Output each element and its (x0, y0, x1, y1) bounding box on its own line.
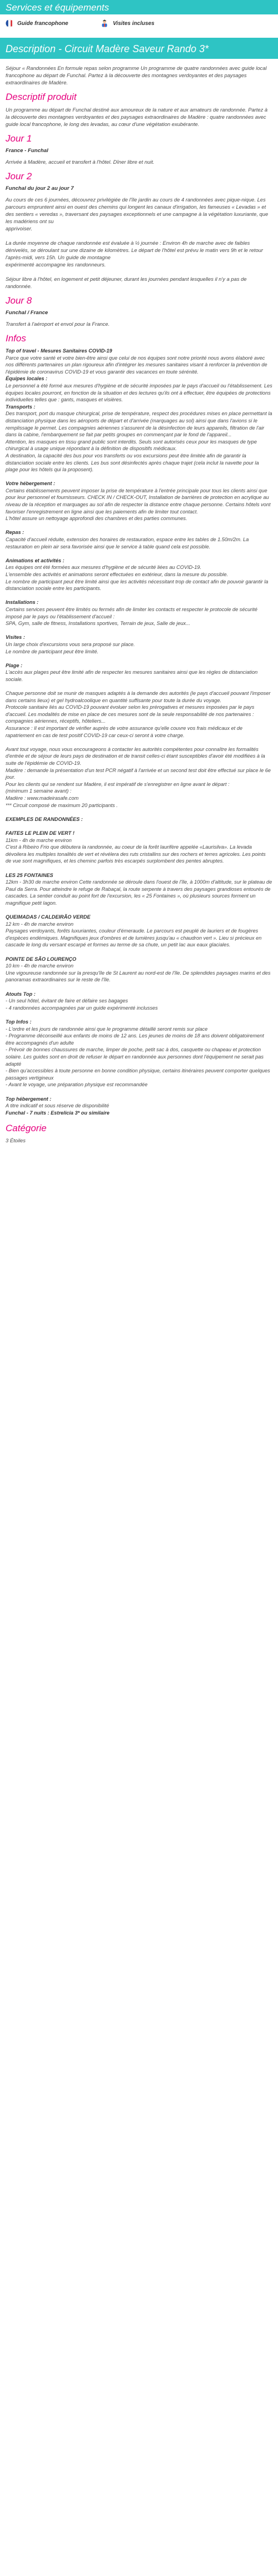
description-banner (0, 38, 278, 59)
info-spacer (6, 1088, 272, 1096)
visitor-icon (100, 19, 109, 28)
day-title: Jour 2 (6, 171, 32, 182)
day-title: Jour 1 (6, 133, 32, 144)
info-spacer (6, 550, 272, 557)
info-spacer (6, 907, 272, 914)
info-line: Madère : www.madeirasafe.com (6, 795, 79, 801)
info-heading: Équipes locales : (6, 376, 48, 382)
services-banner (0, 0, 278, 14)
page (0, 0, 278, 1143)
day-2 (6, 171, 272, 290)
info-heading: EXEMPLES DE RANDONNÉES : (6, 816, 83, 822)
info-line: *** Circuit composé de maximum 20 participants . (6, 802, 118, 808)
info-line: SPA, Gym, salle de fitness, Installations sportives, Terrain de jeux, Salle de jeux... (6, 621, 190, 627)
info-line: - Bien qu'accessibles à toute personne en bonne condition physique, certains itinéraires peuvent comporter quelques passages vertigineux (6, 1068, 270, 1081)
info-heading: Plage : (6, 662, 23, 668)
day-text: Au cours de ces 6 journées, découvrez privilégiée de l'île jardin au cours de 4 randonnées avec pique-nique. Les parcours empruntent ainsi en ouest des chemins qui longent les canaux d'irrigation, les fameuses « Levadas » et des sentiers « veredas », traversant des paysages exceptionnels et une campagne à la végétation luxuriante, que les madériens ont su apprivoiser. La durée moyenne de chaque randonnée est évaluée à ½ journée : Environ 4h de marche avec de faibles dénivelés, se déroulant sur une dizaine de kilomètres. Le départ de l'hôtel est prévu le matin vers 9h et le retour l'après-midi, vers 15h. Un guide de montagne expérimenté accompagne les randonneurs. Séjour libre à l'hôtel, en logement et petit déjeuner, durant les journées pendant lesquelles il n'y a pas de randonnée. (6, 196, 269, 289)
info-line: Attention, les masques en tissu grand public sont interdits. Seuls sont autorisés ceux pour les masques de type chirurgical à usage unique répondant à la définition de dispositifs médicaux. (6, 438, 257, 452)
info-line: A destination, la capacité des bus pour vos transferts ou vos excursions peut être limitée afin de garantir la distanciation sociale entre les clients. Les bus sont désinfectés après chaque trajet (cela inclut la navette pour la plage pour les hôtels qui la proposent). (6, 452, 259, 473)
info-heading: LES 25 FONTAINES (6, 872, 53, 878)
services-row (0, 14, 278, 34)
info-heading: Votre hébergement : (6, 481, 55, 487)
category-value: 3 Étoiles (6, 1137, 26, 1144)
info-heading: Animations et activités : (6, 557, 64, 563)
info-line: Parce que votre santé et votre bien-être ainsi que celui de nos équipes sont notre priorité nous avons élaboré avec nos différents partenaires un plan rigoureux afin d'intégrer les mesures sanitaires visant à renforcer la prévention de l'épidémie de coronavirus COVID-19 et vous garantir des vacances en toute sérénité. (6, 355, 267, 375)
info-line: - Avant le voyage, une préparation physique est recommandée (6, 1082, 148, 1088)
day-subtitle: France - Funchal (6, 148, 48, 154)
info-heading: Visites : (6, 634, 25, 641)
info-heading: POINTE DE SÃO LOURENÇO (6, 956, 77, 962)
info-line: 12 km - 4h de marche environ (6, 921, 74, 927)
visits-service (100, 19, 192, 28)
info-heading: Funchal - 7 nuits : Estrelicia 3* ou similaire (6, 1110, 110, 1116)
info-line: - L'ordre et les jours de randonnée ainsi que le programme détaillé seront remis sur place (6, 1026, 208, 1032)
info-line: Assurance : Il est important de vérifier auprès de votre assurance qu'elle couvre vos frais médicaux et de rapatriement en cas de test positif COVID-19 car ceux-ci seront à votre charge. (6, 725, 243, 738)
info-spacer (6, 823, 272, 830)
description-intro: Séjour « Randonnées En formule repas selon programme Un programme de quatre randonnées avec guide local francophone au départ de Funchal. Partez à la découverte des montagnes verdoyantes et des paysages extraordinaires de Madère. (6, 65, 267, 85)
day-1 (6, 133, 272, 165)
info-spacer (6, 592, 272, 599)
info-line: - 4 randonnées accompagnées par un guide expérimenté inclusses (6, 1005, 158, 1011)
day-8 (6, 295, 272, 327)
info-heading: QUEIMADAS / CALDEIRÃO VERDE (6, 914, 91, 920)
info-spacer (6, 984, 272, 991)
info-line: Le nombre de participant peut être limité ainsi que les activités nécessitant trop de contact afin de pouvoir garantir la distanciation sociale entre les participants. (6, 578, 269, 592)
info-line: Certains établissements peuvent imposer la prise de température à l'entrée principale pour tous les clients ainsi que pour leur personnel et fournisseurs. CHECK IN / CHECK-OUT, Installation de barrières de protection en acrylique au niveau de la réception et marquages au sol afin de respecter la distance entre chaque personne. Certains hôtels vont favoriser l'enregistrement en ligne ainsi que les paiements afin de limiter tout contact. (6, 487, 271, 515)
day-text: Transfert à l'aéroport et envol pour la France. (6, 321, 110, 327)
flag-icon (6, 19, 13, 27)
info-line: - Un seul hôtel, évitant de faire et défaire ses bagages (6, 998, 128, 1004)
info-line: Un large choix d'excursions vous sera proposé sur place. (6, 641, 135, 647)
guide-label: Guide francophone (17, 20, 68, 27)
info-line: Capacité d'accueil réduite, extension des horaires de restauration, espace entre les tables de 1.50m/2m. La restauration en plein air sera favorisée ainsi que le service à table quand cela est possible. (6, 537, 249, 550)
info-line: Le personnel a été formé aux mesures d'hygiène et de sécurité imposées par le pays d'accueil ou l'établissement. Les équipes locales pourront, en fonction de la situation et des lectures qu'ils ont à effectuer, être équipées de protections individuelles telles que : gants, masques et visières. (6, 382, 272, 403)
info-line: Les équipes ont été formées aux mesures d'hygiène et de sécurité liées au COVID-19. (6, 564, 202, 571)
info-line: 11km - 4h de marche environ (6, 837, 72, 843)
category-title: Catégorie (6, 1123, 47, 1134)
info-heading: FAITES LE PLEIN DE VERT ! (6, 830, 75, 836)
info-line: Paysages verdoyants, forêts luxuriantes, couleur d'émeraude. Le parcours est peuplé de lauriers et de fougères d'espèces endémiques. Magnifiques jeux d'ombres et de lumières jusqu'au « chaudron vert ». Lieu si précieux en cascade le long du versant escarpé et formes au terme de sa chute, un petit lac aux eaux glaciales. (6, 928, 262, 948)
infos-block (6, 347, 272, 1116)
info-heading: Top hébergement : (6, 1096, 52, 1102)
info-spacer (6, 949, 272, 956)
info-spacer (6, 627, 272, 634)
info-line: (minimum 1 semaine avant) : (6, 788, 72, 794)
info-spacer (6, 1011, 272, 1019)
info-heading: Top Infos : (6, 1019, 32, 1025)
content (0, 64, 278, 1143)
services-title: Services et équipements (6, 2, 110, 13)
guide-service (6, 19, 100, 28)
infos-title: Infos (6, 333, 26, 344)
info-line: Certains services peuvent être limités ou fermés afin de limiter les contacts et respecter le protocole de sécurité imposé par le pays ou l'établissement d'accueil : (6, 606, 257, 619)
info-line: - Prévoir de bonnes chaussures de marche, limper de poche, petit sac à dos, casquette ou chapeau et protection solaire. Les guides sont en droit de refuser le départ en randonnée aux personnes dont l'équipement ne serait pas adapté (6, 1047, 264, 1067)
info-line: Avant tout voyage, nous vous encourageons à contacter les autorités compétentes pour connaître les formalités d'entrée et de séjour de leurs pays de destination et de transit celles-ci étant susceptibles d'avoir été modifiées à la suite de l'épidémie de COVID-19. (6, 746, 265, 767)
info-line: A titre indicatif et sous réserve de disponibilité (6, 1103, 110, 1109)
info-spacer (6, 473, 272, 481)
info-line: - Programme déconseillé aux enfants de moins de 12 ans. Les jeunes de moins de 18 ans doivent obligatoirement être accompagnés d'un adulte (6, 1033, 264, 1046)
info-heading: Repas : (6, 530, 24, 536)
day-subtitle: Funchal du jour 2 au jour 7 (6, 185, 74, 191)
info-heading: Atouts Top : (6, 991, 36, 997)
info-line: Une vigoureuse randonnée sur la presqu'île de St Laurent au nord-est de l'île. De splendides paysages marins et des panoramas extraordinaires sur le reste de l'île. (6, 970, 271, 983)
info-heading: Top of travel - Mesures Sanitaires COVID-19 (6, 348, 112, 354)
info-spacer (6, 809, 272, 816)
info-line: L'accès aux plages peut être limité afin de respecter les mesures sanitaires ainsi que les règles de distanciation sociale. (6, 669, 258, 682)
info-line: C'est à Ribeiro Frio que débutera la randonnée, au coeur de la forêt laurifère appelée «Laurisilva». La levada dévoilera les multiples tonalités de vert et révélera des ruts cristallins sur des rochers et terres agricoles. Les points de vue sont magnifiques, et les cheminc parfois très escarpés surplombent des pentes abruptes. (6, 844, 266, 864)
info-line: L'ensemble des activités et animations seront effectuées en extérieur, dans la mesure du possible. (6, 572, 229, 577)
day-subtitle: Funchal / France (6, 310, 48, 316)
info-spacer (6, 683, 272, 690)
info-line: 10 km - 4h de marche environ (6, 963, 74, 969)
product-title: Descriptif produit (6, 92, 77, 102)
info-line: Chaque personne doit se munir de masques adaptés à la demande des autorités (le pays d'accueil pouvant l'imposer dans certains lieux) et gel hydroalcoolique en quantité suffisante pour toute la durée du voyage. (6, 690, 271, 703)
description-title: Description - Circuit Madère Saveur Rando 3* (6, 43, 209, 54)
info-spacer (6, 522, 272, 530)
info-line: Pour les clients qui se rendent sur Madère, il est impératif de s'enregistrer en ligne avant le départ : (6, 781, 230, 787)
info-line: Le nombre de participant peut être limité. (6, 648, 98, 654)
info-spacer (6, 655, 272, 662)
product-text: Un programme au départ de Funchal destiné aux amoureux de la nature et aux amateurs de randonnée. Partez à la découverte des montagnes verdoyantes et des paysages extraordinaires de Madère : quatre randonnées avec guide local francophone, le long des levadas, au cœur d'une végétation exubérante. (6, 107, 268, 127)
day-text: Arrivée à Madère, accueil et transfert à l'hôtel. Dîner libre et nuit. (6, 159, 155, 165)
info-line: L'hôtel assure un nettoyage approfondi des chambres et des parties communes. (6, 516, 187, 522)
info-spacer (6, 739, 272, 746)
day-title: Jour 8 (6, 295, 32, 306)
info-line: 12km - 3h30 de marche environ Cette randonnée se déroule dans l'ouest de l'île, à 1000m d'altitude, sur le plateau de Paul da Serra. Pour atteindre le refuge de Rabaçal, la route serpente à travers des paysages grandioses entourés de cascades. La sentier conduit au point fort de l'excursion, les « 25 Fontaines », où plusieurs sources forment un magnifique petit lagon. (6, 879, 272, 906)
info-line: Protocole sanitaire liés au COVID-19 pouvant évoluer selon les prérogatives et mesures imposées par le pays d'accueil. Les modalités de mise en place de ces mesures sont de la seule responsabilité de nos partenaires : compagnies aériennes, réceptifs, hôteliers... (6, 704, 255, 724)
info-line: Madère : demande la présentation d'un test PCR négatif à l'arrivée et un second test doit être effectué sur place le 6e jour. (6, 767, 271, 780)
info-spacer (6, 865, 272, 872)
info-line: Des transport, port du masque chirurgical, prise de température, respect des procédures mises en place permettant la distanciation physique dans les aéroports de départ et d'arrivée (marquages au sol) ainsi que dans l'avions si le remplissage le permet. Les compagnies aériennes s'assurent de la désinfection de leurs appareils, filtration de l'air dans la cabine, l'embarquement se fait par petits groupes en commençant par le fond de l'appareil... (6, 411, 272, 438)
visits-label: Visites incluses (113, 20, 155, 27)
info-heading: Installations : (6, 599, 39, 606)
info-heading: Transports : (6, 404, 36, 410)
